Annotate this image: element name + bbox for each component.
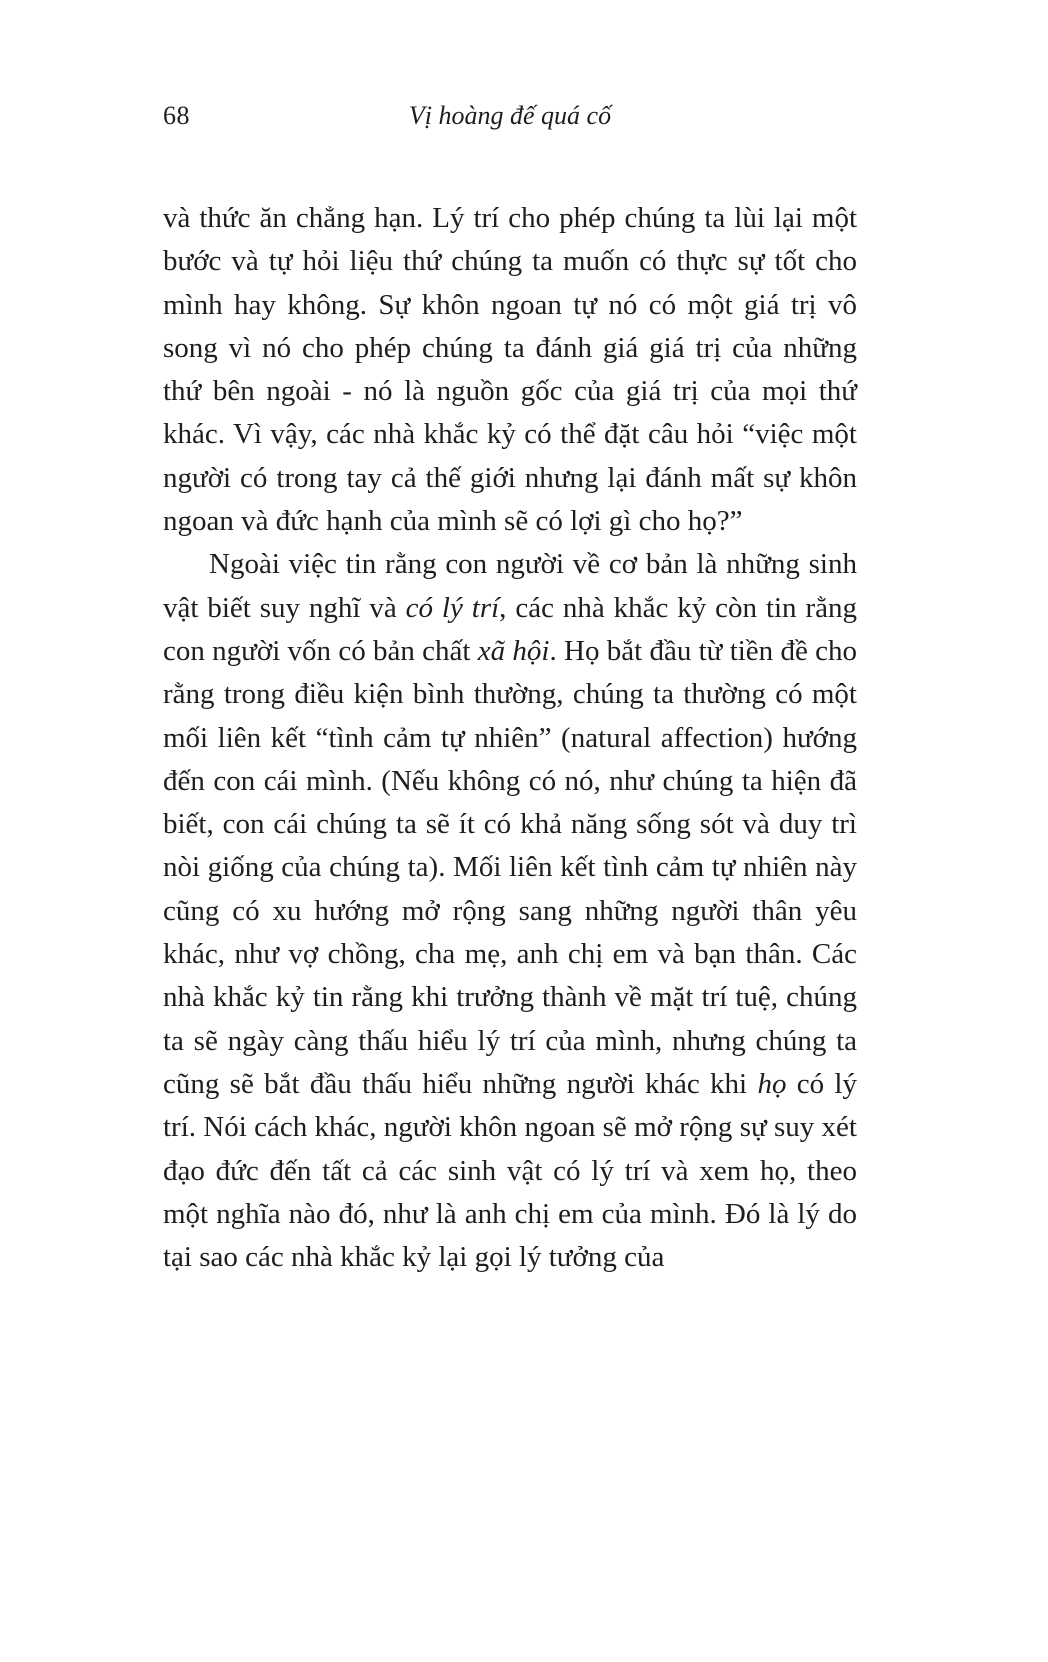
text-segment: Ngoài việc tin rằng con người về cơ bản là những sinh vật biết suy nghĩ và: [163, 548, 857, 624]
text-body: [163, 197, 857, 1279]
italic-text-segment: xã hội: [477, 634, 550, 667]
page-header: [163, 100, 857, 140]
text-segment: có lý trí. Nói cách khác, người khôn ngoan sẽ mở rộng sự suy xét đạo đức đến tất cả các sinh vật có lý trí và xem họ, theo một nghĩa nào đó, như là anh chị em của mình. Đó là lý do tại sao các nhà khắc kỷ lại gọi lý tưởng của: [163, 1067, 857, 1274]
page-number: 68: [163, 101, 190, 130]
italic-text-segment: họ: [757, 1067, 787, 1100]
text-segment: . Họ bắt đầu từ tiền đề cho rằng trong điều kiện bình thường, chúng ta thường có một mối liên kết “tình cảm tự nhiên” (natural affection) hướng đến con cái mình. (Nếu không có nó, như chúng ta hiện đã biết, con cái chúng ta sẽ ít có khả năng sống sót và duy trì nòi giống của chúng ta). Mối liên kết tình cảm tự nhiên này cũng có xu hướng mở rộng sang những người thân yêu khác, như vợ chồng, cha mẹ, anh chị em và bạn thân. Các nhà khắc kỷ tin rằng khi trưởng thành về mặt trí tuệ, chúng ta sẽ ngày càng thấu hiểu lý trí của mình, nhưng chúng ta cũng sẽ bắt đầu thấu hiểu những người khác khi: [163, 634, 857, 1100]
paragraph: [163, 197, 857, 543]
paragraph: [163, 543, 857, 1279]
italic-text-segment: có lý trí: [405, 591, 500, 624]
text-segment: , các nhà khắc kỷ còn tin rằng con người vốn có bản chất: [163, 591, 857, 667]
running-title: Vị hoàng đế quá cố: [408, 101, 612, 130]
text-segment: và thức ăn chẳng hạn. Lý trí cho phép chúng ta lùi lại một bước và tự hỏi liệu thứ chúng ta muốn có thực sự tốt cho mình hay không. Sự khôn ngoan tự nó có một giá trị vô song vì nó cho phép chúng ta đánh giá giá trị của những thứ bên ngoài - nó là nguồn gốc của giá trị của mọi thứ khác. Vì vậy, các nhà khắc kỷ có thể đặt câu hỏi “việc một người có trong tay cả thế giới nhưng lại đánh mất sự khôn ngoan và đức hạnh của mình sẽ có lợi gì cho họ?”: [163, 202, 857, 538]
